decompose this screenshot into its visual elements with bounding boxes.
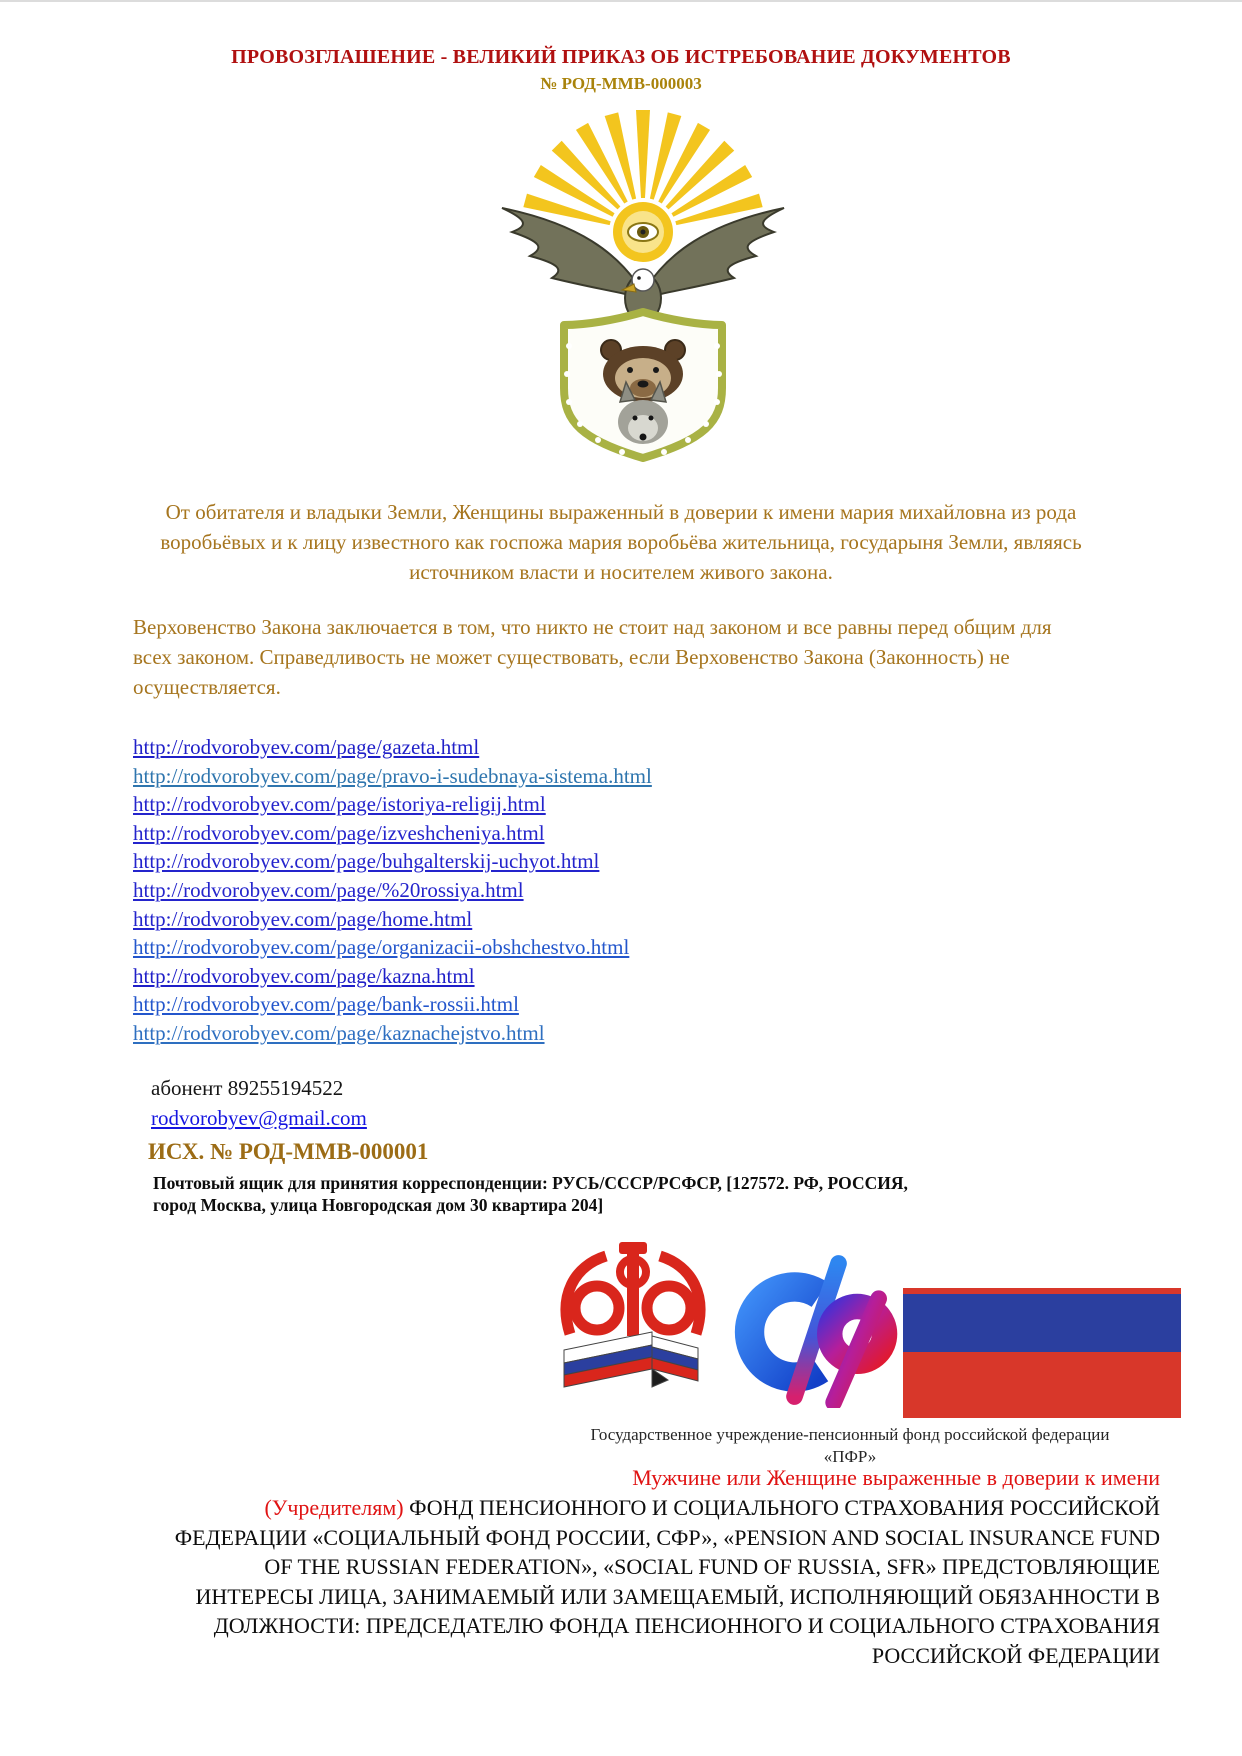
link-pravo-i-sudebnaya-sistema[interactable]: http://rodvorobyev.com/page/pravo-i-sudebnaya-sistema.html xyxy=(133,763,652,788)
links-list xyxy=(133,733,652,1048)
pfr-caption-line2: «ПФР» xyxy=(823,1447,877,1466)
pfr-caption xyxy=(420,1424,1242,1468)
bear-icon xyxy=(601,340,685,402)
link-izveshcheniya[interactable]: http://rodvorobyev.com/page/izveshcheniya.html xyxy=(133,820,545,845)
scan-edge-line xyxy=(0,0,1242,2)
intro-paragraph: От обитателя и владыки Земли, Женщины выраженный в доверии к имени мария михайловна из рода воробьёвых и к лицу известного как госпожа мария воробьёва жительница, государыня Земли, являясь источником власти и носителем живого закона. xyxy=(160,500,1082,584)
addressee-block xyxy=(150,1463,1160,1670)
document-title: ПРОВОЗГЛАШЕНИЕ - ВЕЛИКИЙ ПРИКАЗ ОБ ИСТРЕБОВАНИЕ ДОКУМЕНТОВ xyxy=(231,46,1011,68)
link-home[interactable]: http://rodvorobyev.com/page/home.html xyxy=(133,906,473,931)
pfr-caption-line1: Государственное учреждение-пенсионный фонд российской федерации xyxy=(590,1425,1110,1444)
link-bank-rossii[interactable]: http://rodvorobyev.com/page/bank-rossii.html xyxy=(133,992,519,1017)
mailbox-address xyxy=(153,1173,908,1216)
subscriber-phone: абонент 89255194522 xyxy=(151,1076,344,1100)
sfr-logo xyxy=(724,1252,910,1408)
outgoing-number: ИСХ. № РОД-ММВ-000001 xyxy=(148,1139,429,1164)
mailbox-line2: город Москва, улица Новгородская дом 30 квартира 204] xyxy=(153,1194,604,1215)
mailbox-line1: Почтовый ящик для принятия корреспонденции: РУСЬ/СССР/РСФСР, [127572. РФ, РОССИЯ, xyxy=(153,1173,908,1193)
flag-red-stripe xyxy=(903,1352,1181,1418)
addressee-red-line: Мужчине или Женщине выраженные в доверии к имени xyxy=(632,1465,1160,1490)
rule-of-law-paragraph: Верховенство Закона заключается в том, что никто не стоит над законом и все равны перед общим для всех законом. Справедливость не может существовать, если Верховенство Закона (Законность) не осуществляется. xyxy=(133,615,1052,699)
link-rossiya[interactable]: http://rodvorobyev.com/page/%20rossiya.html xyxy=(133,877,524,902)
link-gazeta[interactable]: http://rodvorobyev.com/page/gazeta.html xyxy=(133,735,480,759)
founders-text: ФОНД ПЕНСИОННОГО И СОЦИАЛЬНОГО СТРАХОВАНИЯ РОССИЙСКОЙ ФЕДЕРАЦИИ «СОЦИАЛЬНЫЙ ФОНД РОССИИ, СФР», «PENSION AND SOCIAL INSURANCE FUND OF THE RUSSIAN FEDERATION», «SOCIAL FUND OF RUSSIA, SFR» ПРЕДСТОВЛЯЮЩИЕ ИНТЕРЕСЫ ЛИЦА, ЗАНИМАЕМЫЙ ИЛИ ЗАМЕЩАЕМЫЙ, ИСПОЛНЯЮЩИЙ ОБЯЗАННОСТИ В ДОЛЖНОСТИ: ПРЕДСЕДАТЕЛЮ ФОНДА ПЕНСИОННОГО И СОЦИАЛЬНОГО СТРАХОВАНИЯ РОССИЙСКОЙ ФЕДЕРАЦИИ xyxy=(174,1495,1160,1668)
russian-flag-image xyxy=(903,1288,1181,1418)
founders-paragraph xyxy=(150,1493,1160,1670)
document-number: № РОД-ММВ-000003 xyxy=(540,74,702,93)
founders-label: (Учредителям) xyxy=(264,1495,404,1520)
link-kazna[interactable]: http://rodvorobyev.com/page/kazna.html xyxy=(133,963,475,988)
all-seeing-eye-icon xyxy=(628,223,658,241)
link-organizacii-obshchestvo[interactable]: http://rodvorobyev.com/page/organizacii-obshchestvo.html xyxy=(133,935,630,960)
link-buhgalterskij-uchyot[interactable]: http://rodvorobyev.com/page/buhgalterskij-uchyot.html xyxy=(133,849,600,874)
coat-of-arms-emblem xyxy=(472,106,814,466)
flag-ribbon-icon xyxy=(564,1332,698,1387)
email-link[interactable]: rodvorobyev@gmail.com xyxy=(151,1106,367,1130)
pfr-logo xyxy=(548,1238,718,1404)
link-istoriya-religij[interactable]: http://rodvorobyev.com/page/istoriya-religij.html xyxy=(133,792,546,817)
flag-blue-stripe xyxy=(903,1294,1181,1352)
link-kaznachejstvo[interactable]: http://rodvorobyev.com/page/kaznachejstvo.html xyxy=(133,1020,545,1045)
